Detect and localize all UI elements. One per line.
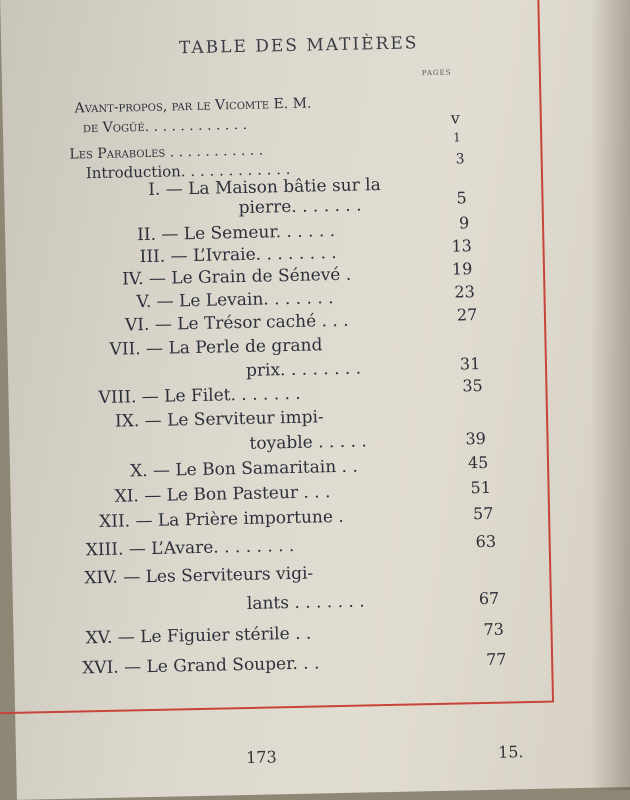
toc-entry-text: VII. — La Perle de grand xyxy=(109,335,323,360)
toc-entry-page: 63 xyxy=(475,531,497,552)
toc-entry-page: 51 xyxy=(470,477,492,498)
folio-right: 15. xyxy=(497,742,524,762)
toc-entry-page: 35 xyxy=(462,375,483,396)
toc-entry-page: 3 xyxy=(455,151,465,168)
toc-entry-page: 27 xyxy=(456,305,478,325)
folio-left: 173 xyxy=(245,747,277,768)
toc-entry-text: prix. . . . . . . . xyxy=(245,358,362,381)
toc-entry-text: XIV. — Les Serviteurs vigi- xyxy=(84,563,314,589)
toc-entry-page: 1 xyxy=(453,130,461,145)
toc-entry-text: de Vogüé. . . . . . . . . . . . xyxy=(82,116,248,137)
toc-entry-text: Avant-propos, par le Vicomte E. M. xyxy=(74,95,312,117)
toc-entry-page: 77 xyxy=(485,649,507,669)
toc-entry-text: V. — Le Levain. . . . . . . xyxy=(136,288,334,313)
toc-entry-text: II. — Le Semeur. . . . . . xyxy=(136,221,336,246)
toc-entry-page: 9 xyxy=(458,213,470,233)
toc-entry-text: X. — Le Bon Samaritain . . xyxy=(129,456,358,482)
toc-entry-text: XII. — La Prière importune . xyxy=(98,506,344,533)
toc-entry-page: 57 xyxy=(472,503,494,524)
toc-entry-text: VIII. — Le Filet. . . . . . . xyxy=(98,383,301,409)
toc-entry-page: 45 xyxy=(467,452,489,473)
page-title: TABLE DES MATIÈRES xyxy=(178,33,419,59)
toc-entry-text: I. — La Maison bâtie sur la xyxy=(148,175,381,200)
page-edge-shadow xyxy=(590,0,630,790)
toc-entry-page: 39 xyxy=(465,428,487,449)
toc-entry-text: Les Paraboles . . . . . . . . . . . xyxy=(69,142,264,163)
pages-column-label: PAGES xyxy=(421,68,452,78)
toc-entry-text: lants . . . . . . . xyxy=(246,591,365,614)
toc-entry-text: XIII. — L’Avare. . . . . . . . xyxy=(85,535,295,561)
toc-entry-page: 23 xyxy=(454,282,475,302)
toc-entry-text: XI. — Le Bon Pasteur . . . xyxy=(114,482,331,507)
toc-entry-page: 19 xyxy=(451,259,473,279)
toc-entry-page: 31 xyxy=(459,354,481,374)
toc-entry-page: 67 xyxy=(478,588,500,609)
toc-entry-text: Introduction. . . . . . . . . . . . xyxy=(85,159,291,183)
toc-entry-text: IV. — Le Grain de Sénevé . xyxy=(121,264,352,290)
toc-entry-text: III. — L’Ivraie. . . . . . . . xyxy=(139,243,337,268)
toc-entry-text: pierre. . . . . . . xyxy=(238,195,362,219)
toc-entry-text: IX. — Le Serviteur impi- xyxy=(114,407,324,432)
toc-entry-page: 13 xyxy=(451,236,473,256)
toc-entry-page: 73 xyxy=(483,619,505,640)
toc-entry-text: XVI. — Le Grand Souper. . . xyxy=(82,653,320,679)
toc-entry-text: toyable . . . . . xyxy=(249,431,367,454)
toc-entry-page: 5 xyxy=(456,188,467,208)
toc-entry-text: VI. — Le Trésor caché . . . xyxy=(124,310,349,336)
toc-entry-text: XV. — Le Figuier stérile . . xyxy=(85,623,312,649)
toc-entry-page: v xyxy=(450,108,461,128)
